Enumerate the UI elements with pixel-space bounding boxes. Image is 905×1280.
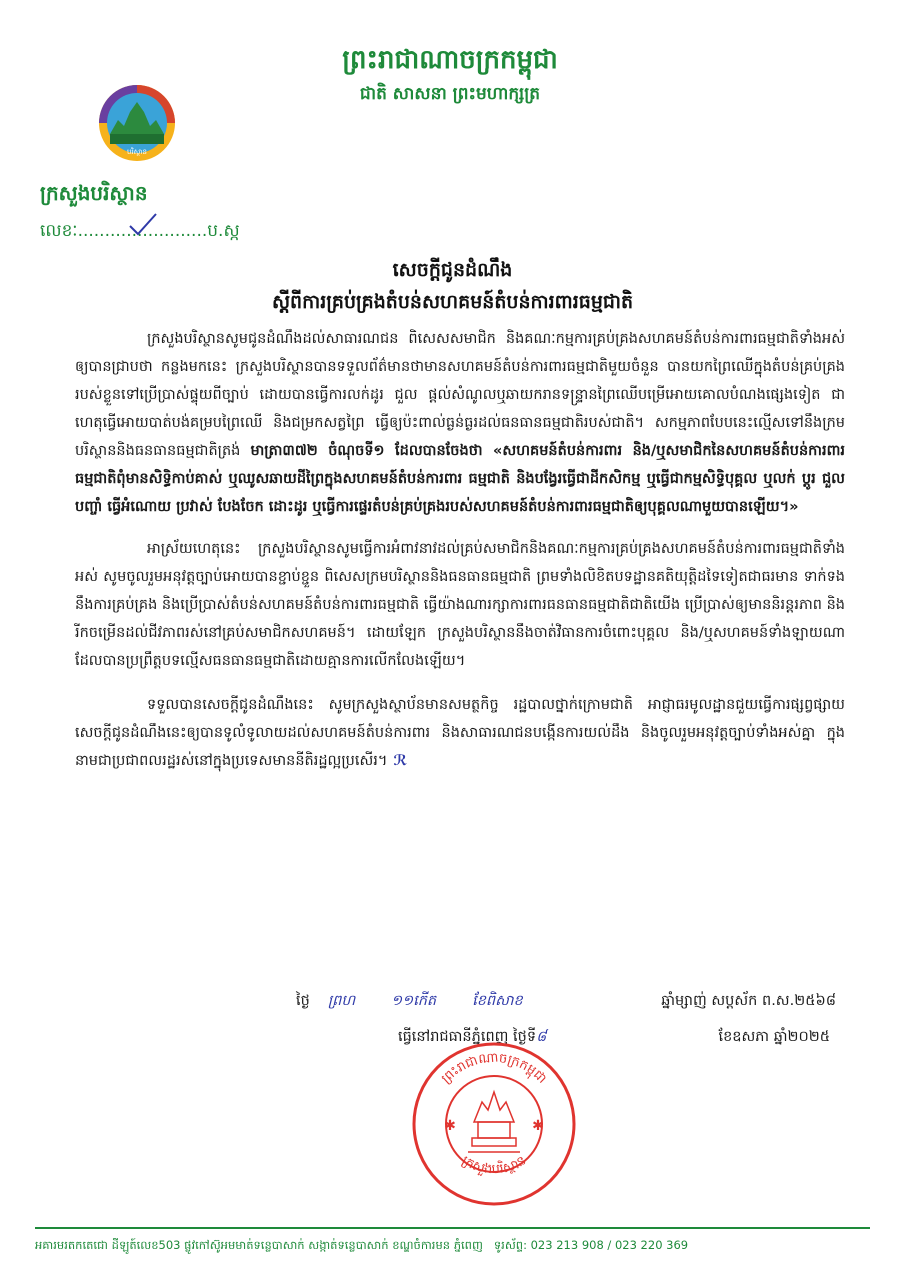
ref-dots: ........................ [77, 221, 208, 241]
paragraph-1 [75, 325, 845, 521]
ministry-name: ក្រសួងបរិស្ថាន [40, 181, 148, 205]
paragraph-3-text: ទទួលបានសេចក្តីជូនដំណឹងនេះ សូមក្រសួងស្ថាប័នមានសមត្ថកិច្ច រដ្ឋបាលថ្នាក់ក្រោមជាតិ អាជ្ញាធរមូលដ្ឋានជួយធ្វើការផ្សព្វផ្សាយសេចក្តីជូនដំណឹងនេះឲ្យបានទូលំទូលាយដល់សហគមន៍តំបន់ការពារ និងសាធារណជនបង្កើនការយល់ដឹង និងចូលរួមអនុវត្តច្បាប់ទាំងអស់គ្នា ក្នុងនាមជាប្រជាពលរដ្ឋរស់នៅក្នុងប្រទេសមាននីតិរដ្ឋល្អប្រសើរ។ [75, 697, 845, 769]
notice-body [75, 325, 845, 775]
notice-title: សេចក្តីជូនដំណឹង [392, 259, 513, 281]
place-day-handwritten: ៨ [536, 1029, 547, 1045]
phone-numbers: 023 213 908 / 023 220 369 [530, 1238, 689, 1252]
footer-address: អគារមរតកតេជោ ដីឡូត៍លេខ503 ផ្លូវកៅស៊ូអមមាត់ទន្លេបាសាក់ សង្កាត់ទន្លេបាសាក់ ខណ្ឌចំការមន ភ្នំពេញ [35, 1238, 483, 1252]
kingdom-header [300, 40, 600, 108]
national-motto: ជាតិ សាសនា ព្រះមហាក្សត្រ [359, 84, 541, 104]
month-handwritten: ខែពិសាខ [472, 993, 523, 1009]
handwritten-initial: ℛ [393, 753, 408, 769]
phone-label: ទូរស័ព្ទ: [493, 1238, 527, 1252]
day-label: ថ្ងៃ [296, 993, 310, 1009]
paragraph-2: អាស្រ័យហេតុនេះ ក្រសួងបរិស្ថានសូមធ្វើការអំពាវនាវដល់គ្រប់សមាជិកនិងគណៈកម្មការគ្រប់គ្រងសហគមន៍តំបន់ការពារធម្មជាតិទាំងអស់ សូមចូលរួមអនុវត្តច្បាប់អោយបានខ្ជាប់ខ្ជួន ពិសេសក្រមបរិស្ថាននិងធនធានធម្មជាតិ ព្រមទាំងលិខិតបទដ្ឋានគតិយុត្តិដទៃទៀតជាធរមាន ទាក់ទងនឹងការគ្រប់គ្រង និងប្រើប្រាស់តំបន់សហគមន៍តំបន់ការពារធម្មជាតិ ធ្វើយ៉ាងណារក្សាការពារធនធានធម្មជាតិជាតិយើង ប្រើប្រាស់ឲ្យមាននិរន្តរភាព និងរីកចម្រើនដល់ជីវភាពរស់នៅគ្រប់សមាជិកសហគមន៍។ ដោយឡែក ក្រសួងបរិស្ថាននឹងចាត់វិធានការចំពោះបុគ្គល និង/ឬសហគមន៍ទាំងឡាយណា ដែលបានប្រព្រឹត្តបទល្មើសធនធានធម្មជាតិដោយគ្មានការលើកលែងឡើយ។ [75, 541, 845, 669]
logo-caption: បរិស្ថាន [127, 148, 147, 156]
svg-text:✱: ✱ [532, 1118, 544, 1134]
svg-text:✱: ✱ [444, 1118, 456, 1134]
seal-bottom-text: ក្រសួងបរិស្ថាន [459, 1153, 529, 1178]
notice-subject: ស្តីពីការគ្រប់គ្រងតំបន់សហគមន៍តំបន់ការពារធម្មជាតិ [271, 291, 634, 313]
footer-divider [35, 1227, 870, 1229]
day-number-handwritten: ១១កើត [391, 993, 437, 1009]
paragraph-1-text: ក្រសួងបរិស្ថានសូមជូនដំណឹងដល់សាធារណជន ពិសេសសមាជិក និងគណៈកម្មការគ្រប់គ្រងសហគមន៍តំបន់ការពារធម្មជាតិទាំងអស់ឲ្យបានជ្រាបថា កន្លងមកនេះ ក្រសួងបរិស្ថានបានទទួលព័ត៌មានថាមានសហគមន៍តំបន់ការពារធម្មជាតិមួយចំនួន បានយកព្រៃឈើក្នុងតំបន់គ្រប់គ្រងរបស់ខ្លួនទៅប្រើប្រាស់ផ្ទុយពីច្បាប់ ដោយបានធ្វើការលក់ដូរ ជួល ផ្តល់សំណូលឬឆាយករានទន្រ្ទានព្រៃឈើបម្រើអោយគោលបំណងផ្សេងទៀត ជាហេតុធ្វើអោយបាត់បង់គម្របព្រៃឈើ និងជម្រកសត្វព្រៃ ធ្វើឲ្យប៉ះពាល់ធ្ងន់ធ្ងរដល់ធនធានធម្មជាតិរបស់ជាតិ។ សកម្មភាពបែបនេះល្មើសទៅនឹងក្រមបរិស្ថាននិងធនធានធម្មជាតិត្រង់ [75, 331, 845, 459]
kingdom-title: ព្រះរាជាណាចក្រកម្ពុជា [342, 45, 558, 75]
ref-suffix: ប.ស្ក [207, 221, 240, 241]
solar-date: ខែឧសភា ឆ្នាំ២០២៥ [718, 1029, 830, 1045]
footer-contact [35, 1238, 870, 1255]
article-citation: មាត្រា៣៧២ ចំណុចទី១ ដែលបានចែងថា «សហគមន៍តំបន់ការពារ និង/ឬសមាជិកនៃសហគមន៍តំបន់ការពារធម្មជាតិពុំមានសិទ្ធិកាប់គាស់ ឬឈូសឆាយដីព្រៃក្នុងសហគមន៍តំបន់ការពារ ធម្មជាតិ និងបង្វែរធ្វើជាដីកសិកម្ម ឬធ្វើជាកម្មសិទ្ធិបុគ្គល ឬលក់ ប្តូរ ជួល បញ្ចាំ ធ្វើអំណោយ ប្រវាស់ បែងចែក ដោះដូរ ឬធ្វើការផ្ទេរតំបន់គ្រប់គ្រងរបស់សហគមន៍តំបន់ការពារធម្មជាតិឲ្យបុគ្គលណាមួយបានឡើយ។» [75, 443, 845, 515]
official-seal-icon [410, 1040, 578, 1208]
ministry-logo-icon [96, 82, 178, 164]
lunar-year: ឆ្នាំម្សាញ់ សប្តស័ក ព.ស.២៥៦៨ [661, 993, 836, 1009]
day-handwritten: ព្រហ [327, 993, 356, 1009]
checkmark-icon [128, 212, 158, 238]
lunar-date-line [296, 992, 836, 1013]
place-label: ធ្វើនៅរាជធានីភ្នំពេញ ថ្ងៃទី [398, 1029, 537, 1045]
paragraph-3 [75, 691, 845, 775]
ref-label: លេខៈ [40, 221, 78, 241]
seal-top-text: ព្រះរាជាណាចក្រកម្ពុជា [438, 1050, 550, 1087]
